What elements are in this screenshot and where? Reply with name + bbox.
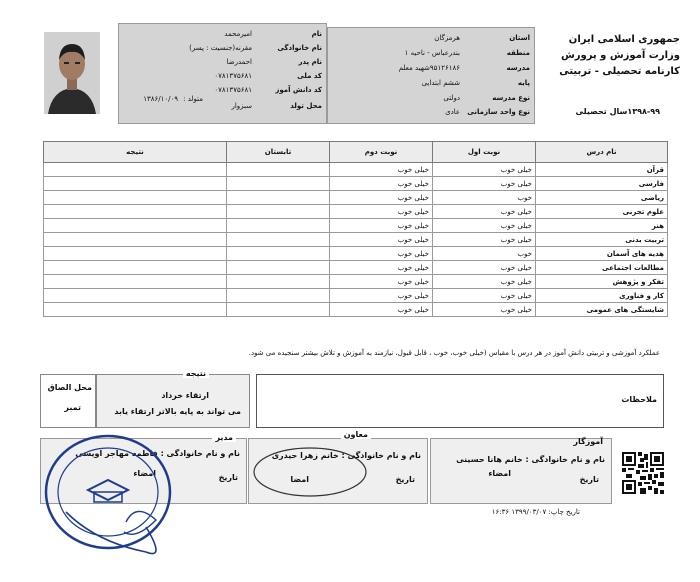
result-box	[96, 369, 250, 428]
summer-cell	[227, 191, 330, 205]
father-value: احمدرضا	[226, 58, 252, 66]
table-row	[44, 219, 668, 233]
table-header-row	[44, 142, 668, 163]
school-info-box	[327, 27, 535, 124]
second-term-cell: خیلی خوب	[330, 289, 433, 303]
result-label: نتیجه	[183, 369, 209, 378]
unit-type-label: نوع واحد سازمانی	[467, 108, 530, 116]
first-term-cell: خیلی خوب	[433, 303, 536, 317]
result-cell	[44, 275, 227, 289]
principal-title: مدیر	[212, 433, 236, 442]
result-cell	[44, 303, 227, 317]
teacher-sign-label: امضاء	[488, 469, 511, 478]
summer-cell	[227, 177, 330, 191]
second-term-cell: خیلی خوب	[330, 247, 433, 261]
result-cell	[44, 191, 227, 205]
national-code-label: کد ملی	[297, 72, 322, 80]
result-cell	[44, 247, 227, 261]
school-type-label: نوع مدرسه	[492, 94, 530, 102]
table-row	[44, 233, 668, 247]
table-row	[44, 275, 668, 289]
summer-cell	[227, 205, 330, 219]
principal-sign-label: امضاء	[133, 469, 156, 478]
summer-cell	[227, 303, 330, 317]
second-term-cell: خیلی خوب	[330, 233, 433, 247]
summer-cell	[227, 275, 330, 289]
col-first-term: نوبت اول	[433, 142, 536, 163]
first-term-cell: خوب	[433, 247, 536, 261]
family-value: مقرنه(جنسیت : پسر)	[189, 44, 252, 52]
summer-cell	[227, 163, 330, 177]
name-value: امیرمحمد	[224, 30, 252, 38]
summer-cell	[227, 219, 330, 233]
table-row	[44, 289, 668, 303]
table-row	[44, 261, 668, 275]
born-label: متولد :	[183, 95, 203, 103]
subject-cell: تربیت بدنی	[536, 233, 668, 247]
subject-cell: هدیه های آسمان	[536, 247, 668, 261]
teacher-date-label: تاریخ	[579, 475, 599, 484]
subject-cell: تفکر و پژوهش	[536, 275, 668, 289]
qr-code-icon	[622, 452, 664, 494]
first-term-cell: خیلی خوب	[433, 261, 536, 275]
province-label: استان	[509, 34, 530, 42]
second-term-cell: خیلی خوب	[330, 219, 433, 233]
grade-label: پایه	[517, 79, 530, 87]
family-label: نام خانوادگی	[277, 44, 322, 52]
principal-name: نام و نام خانوادگی : فاطمه مهاجر اویسی	[75, 449, 240, 458]
official-stamp	[36, 432, 186, 572]
region-label: منطقه	[506, 49, 530, 57]
subject-cell: مطالعات اجتماعی	[536, 261, 668, 275]
print-date: تاریخ چاپ: ۱۳۹۹/۰۳/۰۷ ۱۶:۳۶	[491, 508, 580, 516]
name-label: نام	[311, 30, 322, 38]
second-term-cell: خیلی خوب	[330, 163, 433, 177]
first-term-cell: خیلی خوب	[433, 233, 536, 247]
col-subject: نام درس	[536, 142, 668, 163]
deputy-title: معاون	[341, 430, 371, 439]
academic-year: ۱۳۹۸-۹۹سال تحصیلی	[575, 107, 660, 116]
subject-cell: فارسی	[536, 177, 668, 191]
deputy-signature-box	[248, 430, 428, 504]
result-cell	[44, 261, 227, 275]
birthplace-value: سبزوار	[231, 102, 252, 110]
second-term-cell: خیلی خوب	[330, 205, 433, 219]
result-cell	[44, 233, 227, 247]
unit-type-value: عادی	[445, 108, 460, 116]
student-photo	[44, 32, 100, 114]
place-label: محل الصاق	[47, 383, 92, 392]
student-code-value: ۰۷۸۱۳۷۵۶۸۱	[214, 86, 252, 94]
place-value: تمبر	[64, 403, 81, 412]
father-label: نام پدر	[298, 58, 322, 66]
teacher-title: آموزگار	[573, 437, 603, 446]
summer-cell	[227, 233, 330, 247]
result-cell	[44, 219, 227, 233]
table-row	[44, 177, 668, 191]
student-info-box	[118, 23, 327, 124]
school-value: ۹۵۱۲۶۱۸۶شهید معلم	[398, 64, 460, 72]
grade-value: ششم ابتدایی	[421, 79, 460, 87]
document-header	[535, 32, 680, 80]
principal-date-label: تاریخ	[218, 473, 238, 482]
second-term-cell: خیلی خوب	[330, 275, 433, 289]
national-code-value: ۰۷۸۱۳۷۵۶۸۱	[214, 72, 252, 80]
region-value: بندرعباس - ناحیه ۱	[404, 49, 460, 57]
result-cell	[44, 205, 227, 219]
summer-cell	[227, 289, 330, 303]
deputy-sign-label: امضا	[290, 475, 309, 484]
birthplace-label: محل تولد	[290, 102, 322, 110]
signature-oval	[251, 445, 369, 499]
table-row	[44, 163, 668, 177]
first-term-cell: خیلی خوب	[433, 289, 536, 303]
deputy-name: نام و نام خانوادگی : خانم زهرا حیدری	[271, 451, 421, 460]
subject-cell: علوم تجربی	[536, 205, 668, 219]
subject-cell: شایستگی های عمومی	[536, 303, 668, 317]
result-line-2: می تواند به پایه بالاتر ارتقاء یابد	[114, 407, 241, 416]
teacher-signature-box	[430, 438, 612, 504]
col-summer: تابستان	[227, 142, 330, 163]
header-line-3: کارنامه تحصیلی - تربیتی	[559, 66, 680, 77]
second-term-cell: خیلی خوب	[330, 261, 433, 275]
table-row	[44, 247, 668, 261]
student-code-label: کد دانش آموز	[275, 86, 322, 94]
second-term-cell: خیلی خوب	[330, 191, 433, 205]
table-row	[44, 303, 668, 317]
first-term-cell: خوب	[433, 191, 536, 205]
second-term-cell: خیلی خوب	[330, 177, 433, 191]
first-term-cell: خیلی خوب	[433, 177, 536, 191]
result-cell	[44, 289, 227, 303]
second-term-cell: خیلی خوب	[330, 303, 433, 317]
table-row	[44, 205, 668, 219]
stamp-place-box	[40, 374, 96, 428]
result-cell	[44, 163, 227, 177]
school-label: مدرسه	[506, 64, 530, 72]
header-line-2: وزارت آموزش و پرورش	[560, 50, 680, 61]
subject-cell: کار و فناوری	[536, 289, 668, 303]
result-cell	[44, 177, 227, 191]
subject-cell: هنر	[536, 219, 668, 233]
province-value: هرمزگان	[434, 34, 460, 42]
first-term-cell: خیلی خوب	[433, 163, 536, 177]
table-row	[44, 191, 668, 205]
born-value: ۱۳۸۶/۱۰/۰۹	[143, 95, 179, 103]
summer-cell	[227, 261, 330, 275]
col-result: نتیجه	[44, 142, 227, 163]
first-term-cell: خیلی خوب	[433, 219, 536, 233]
header-line-1: جمهوری اسلامی ایران	[568, 34, 680, 45]
teacher-name: نام و نام خانوادگی : خانم هانا حسینی	[456, 455, 605, 464]
deputy-date-label: تاریخ	[395, 475, 415, 484]
subject-cell: ریاضی	[536, 191, 668, 205]
remarks-label: ملاحظات	[621, 395, 657, 404]
first-term-cell: خیلی خوب	[433, 275, 536, 289]
grading-note: عملکرد آموزشی و تربیتی دانش آموز در هر درس با مقیاس (خیلی خوب، خوب ، قابل قبول، نیازمند به آموزش و تلاش بیشتر سنجیده می شود.	[248, 349, 660, 357]
col-second-term: نوبت دوم	[330, 142, 433, 163]
remarks-box	[256, 374, 664, 428]
subject-cell: قرآن	[536, 163, 668, 177]
summer-cell	[227, 247, 330, 261]
school-type-value: دولتی	[443, 94, 460, 102]
grades-table	[43, 141, 668, 317]
first-term-cell: خیلی خوب	[433, 205, 536, 219]
result-line-1: ارتقاء خرداد	[161, 391, 209, 400]
